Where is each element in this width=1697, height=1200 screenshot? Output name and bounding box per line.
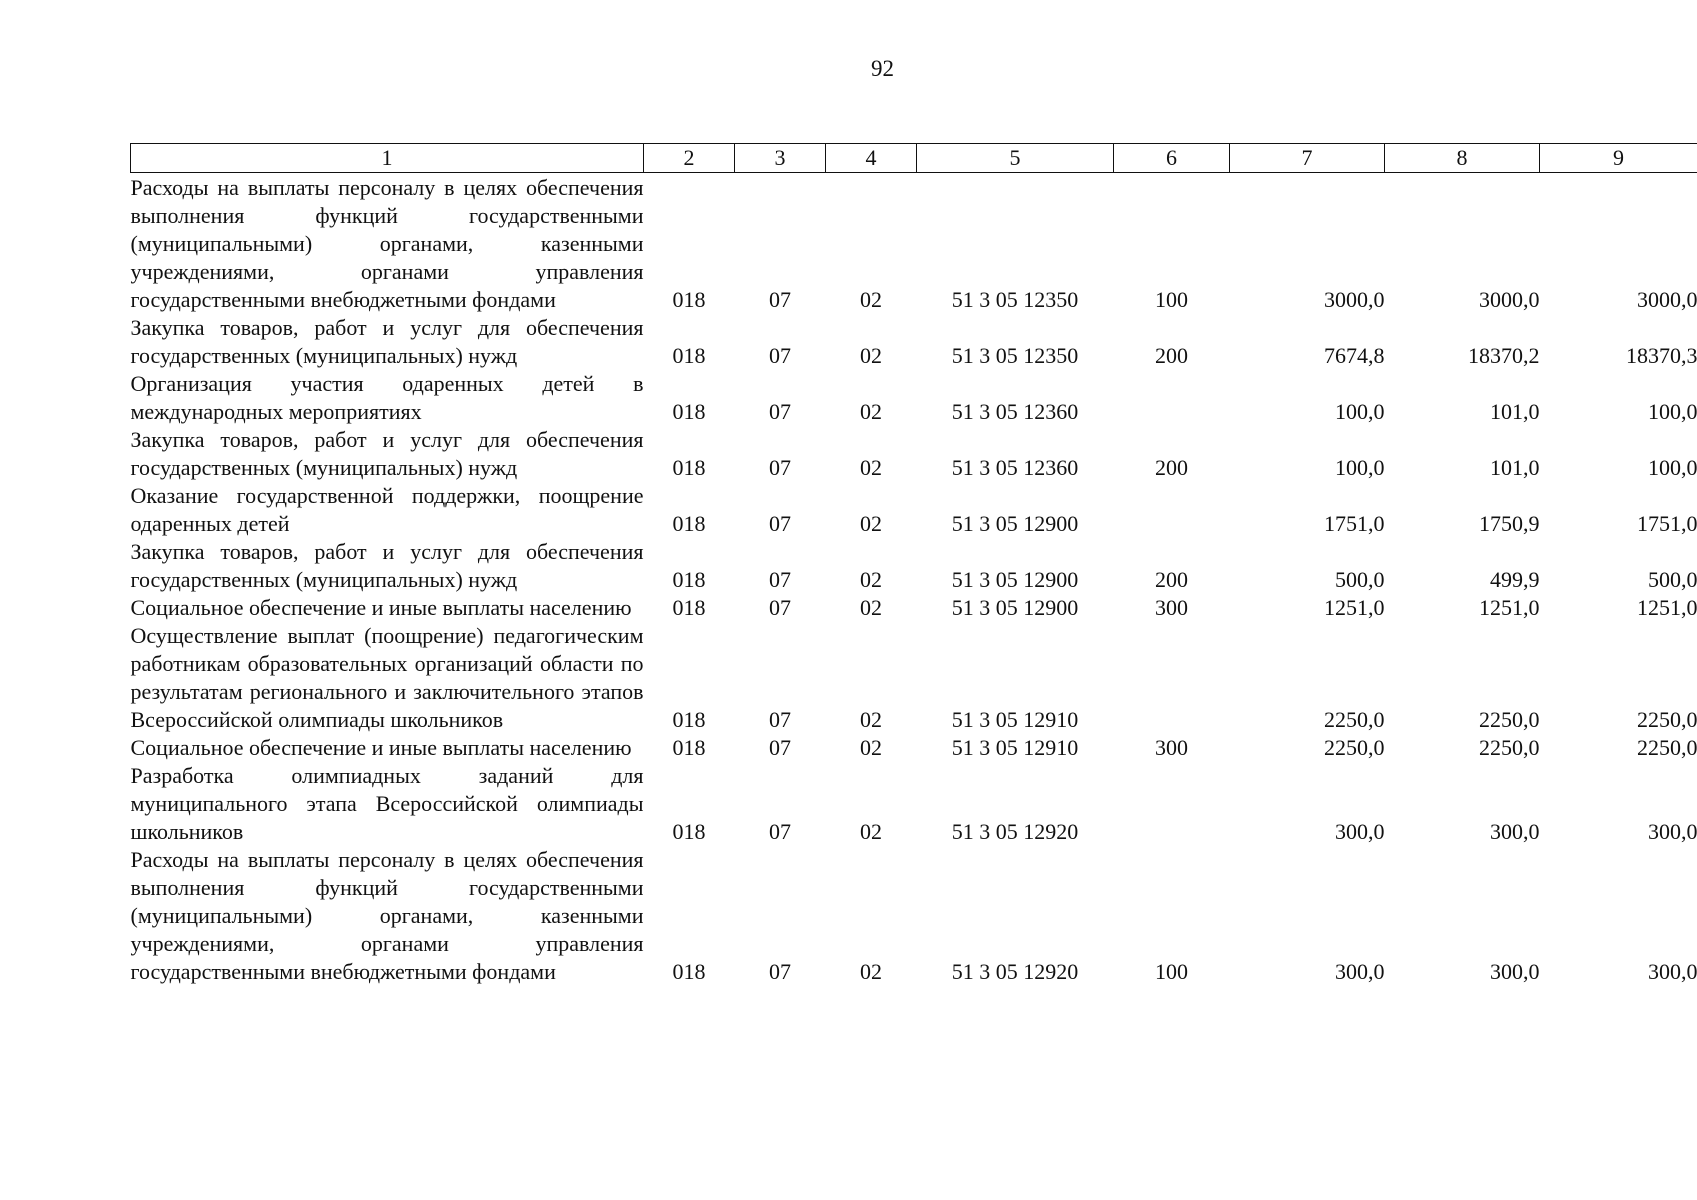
target-article-code: 51 3 05 12900 [951,567,1079,592]
amount-year-1: 1251,0 [1324,595,1385,620]
expense-type-code: 100 [1155,959,1188,984]
section-code: 07 [769,511,791,536]
expense-type-code: 200 [1155,343,1188,368]
target-article-code: 51 3 05 12910 [951,707,1079,732]
amount-year-3: 300,0 [1648,959,1697,984]
header-cell: 9 [1540,144,1697,173]
table-row [131,538,1697,594]
target-article-code: 51 3 05 12350 [951,287,1079,312]
row-description: Расходы на выплаты персоналу в целях обеспечения выполнения функций государственными (муниципальными) органами, казенными учреждениями, органами управления государственными внебюджетными фондами [130,847,644,984]
amount-year-3: 500,0 [1648,567,1697,592]
table-row [131,762,1697,846]
target-article-code: 51 3 05 12900 [951,511,1079,536]
section-code: 07 [769,735,791,760]
subsection-code: 02 [860,287,882,312]
amount-year-3: 2250,0 [1637,735,1697,760]
header-cell: 7 [1230,144,1385,173]
expense-type-code [1114,622,1230,734]
amount-year-2: 300,0 [1490,959,1540,984]
amount-year-2: 499,9 [1490,567,1540,592]
target-article-code: 51 3 05 12920 [951,959,1079,984]
header-cell: 4 [826,144,917,173]
amount-year-3: 300,0 [1648,819,1697,844]
amount-year-1: 2250,0 [1324,735,1385,760]
table-row [131,622,1697,734]
target-article-code: 51 3 05 12910 [951,735,1079,760]
amount-year-3: 18370,3 [1626,343,1697,368]
table-row [131,734,1697,762]
ministry-code: 018 [672,959,706,984]
ministry-code: 018 [672,343,706,368]
subsection-code: 02 [860,511,882,536]
header-cell: 8 [1385,144,1540,173]
ministry-code: 018 [672,595,706,620]
amount-year-2: 2250,0 [1479,735,1540,760]
expense-type-code [1114,370,1230,426]
header-row [131,144,1697,173]
section-code: 07 [769,819,791,844]
amount-year-3: 1751,0 [1637,511,1697,536]
ministry-code: 018 [672,455,706,480]
subsection-code: 02 [860,567,882,592]
header-cell: 5 [917,144,1114,173]
table-body [131,173,1697,987]
row-description: Разработка олимпиадных заданий для муниципального этапа Всероссийской олимпиады школьников [130,763,644,844]
section-code: 07 [769,707,791,732]
row-description: Социальное обеспечение и иные выплаты населению [130,735,632,760]
table-row [131,594,1697,622]
header-cell: 2 [644,144,735,173]
amount-year-1: 500,0 [1335,567,1385,592]
subsection-code: 02 [860,595,882,620]
amount-year-3: 1251,0 [1637,595,1697,620]
amount-year-3: 100,0 [1648,399,1697,424]
subsection-code: 02 [860,455,882,480]
ministry-code: 018 [672,511,706,536]
page-number: 92 [871,56,894,81]
subsection-code: 02 [860,707,882,732]
section-code: 07 [769,595,791,620]
expense-type-code: 100 [1155,287,1188,312]
section-code: 07 [769,455,791,480]
section-code: 07 [769,567,791,592]
expense-type-code: 300 [1155,595,1188,620]
subsection-code: 02 [860,343,882,368]
row-description: Закупка товаров, работ и услуг для обеспечения государственных (муниципальных) нужд [130,427,644,480]
amount-year-1: 3000,0 [1324,287,1385,312]
subsection-code: 02 [860,959,882,984]
table-row [131,370,1697,426]
section-code: 07 [769,287,791,312]
target-article-code: 51 3 05 12360 [951,399,1079,424]
ministry-code: 018 [672,287,706,312]
table-row [131,426,1697,482]
amount-year-2: 1251,0 [1479,595,1540,620]
amount-year-2: 18370,2 [1468,343,1540,368]
table-row [131,846,1697,986]
amount-year-1: 300,0 [1335,819,1385,844]
expense-type-code: 200 [1155,567,1188,592]
row-description: Закупка товаров, работ и услуг для обеспечения государственных (муниципальных) нужд [130,315,644,368]
amount-year-1: 100,0 [1335,455,1385,480]
row-description: Оказание государственной поддержки, поощрение одаренных детей [130,483,644,536]
amount-year-2: 101,0 [1490,455,1540,480]
amount-year-1: 300,0 [1335,959,1385,984]
amount-year-2: 3000,0 [1479,287,1540,312]
row-description: Закупка товаров, работ и услуг для обеспечения государственных (муниципальных) нужд [130,539,644,592]
amount-year-2: 2250,0 [1479,707,1540,732]
table-row [131,173,1697,315]
expense-type-code: 300 [1155,735,1188,760]
target-article-code: 51 3 05 12900 [951,595,1079,620]
expense-type-code: 200 [1155,455,1188,480]
amount-year-1: 7674,8 [1324,343,1385,368]
subsection-code: 02 [860,399,882,424]
row-description: Расходы на выплаты персоналу в целях обеспечения выполнения функций государственными (муниципальными) органами, казенными учреждениями, органами управления государственными внебюджетными фондами [130,175,644,312]
budget-table [130,143,1697,986]
target-article-code: 51 3 05 12920 [951,819,1079,844]
subsection-code: 02 [860,819,882,844]
amount-year-1: 2250,0 [1324,707,1385,732]
ministry-code: 018 [672,735,706,760]
amount-year-1: 100,0 [1335,399,1385,424]
row-description: Осуществление выплат (поощрение) педагогическим работникам образовательных организаций области по результатам регионального и заключительного этапов Всероссийской олимпиады школьников [130,623,644,732]
expense-type-code [1114,482,1230,538]
ministry-code: 018 [672,399,706,424]
amount-year-2: 1750,9 [1479,511,1540,536]
target-article-code: 51 3 05 12360 [951,455,1079,480]
target-article-code: 51 3 05 12350 [951,343,1079,368]
subsection-code: 02 [860,735,882,760]
header-cell: 1 [131,144,644,173]
row-description: Социальное обеспечение и иные выплаты населению [130,595,632,620]
amount-year-2: 101,0 [1490,399,1540,424]
section-code: 07 [769,399,791,424]
section-code: 07 [769,959,791,984]
ministry-code: 018 [672,567,706,592]
table-row [131,482,1697,538]
ministry-code: 018 [672,707,706,732]
section-code: 07 [769,343,791,368]
amount-year-3: 3000,0 [1637,287,1697,312]
amount-year-1: 1751,0 [1324,511,1385,536]
row-description: Организация участия одаренных детей в международных мероприятиях [130,371,644,424]
table-row [131,314,1697,370]
ministry-code: 018 [672,819,706,844]
expense-type-code [1114,762,1230,846]
amount-year-3: 2250,0 [1637,707,1697,732]
amount-year-3: 100,0 [1648,455,1697,480]
amount-year-2: 300,0 [1490,819,1540,844]
header-cell: 6 [1114,144,1230,173]
header-cell: 3 [735,144,826,173]
